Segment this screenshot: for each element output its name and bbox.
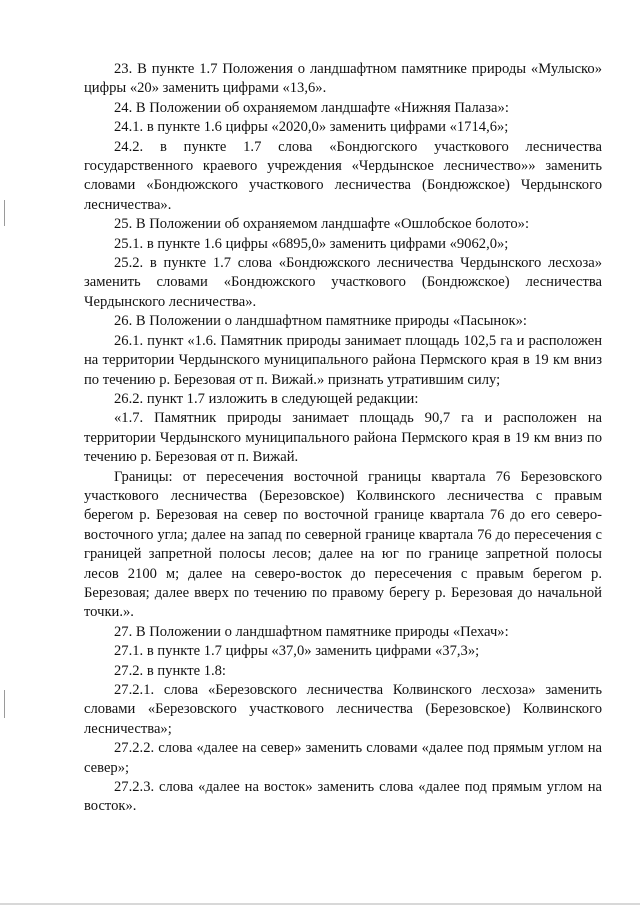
paragraph-27-2: 27.2. в пункте 1.8: — [114, 662, 226, 679]
paragraph-25-1: 25.1. в пункте 1.6 цифры «6895,0» заменить цифрами «9062,0»; — [114, 235, 509, 252]
paragraph-27-2-3: 27.2.3. слова «далее на восток» заменить слова «далее под прямым углом на восток». — [84, 779, 602, 815]
paragraph-27-2-2: 27.2.2. слова «далее на север» заменить словами «далее под прямым углом на север»; — [84, 740, 602, 776]
paragraph-26: 26. В Положении о ландшафтном памятнике природы «Пасынок»: — [114, 313, 527, 330]
paragraph-27-2-1: 27.2.1. слова «Березовского лесничества Колвинского лесхоза» заменить словами «Березовского участкового лесничества (Березовское) Колвинского лесничества»; — [84, 682, 602, 737]
paragraph-25-2: 25.2. в пункте 1.7 слова «Бондюжского лесничества Чердынского лесхоза» заменить словами «Бондюжского участкового (Бондюжское) лесничества Чердынского лесничества». — [84, 255, 602, 310]
paragraph-boundaries: Границы: от пересечения восточной границы квартала 76 Березовского участкового лесничества (Березовское) Колвинского лесничества с правым берегом р. Березовая на север по восточной границе квартала 76 до его северо-восточного угла; далее на запад по северной границе квартала 76 до пересечения с границей запретной полосы лесов; далее на юг по границе запретной полосы лесов 2100 м; далее на северо-восток до пересечения с правым берегом р. Березовая; далее вверх по течению по правому берегу р. Березовая до начальной точки.». — [84, 468, 602, 621]
paragraph-26-1: 26.1. пункт «1.6. Памятник природы занимает площадь 102,5 га и расположен на территории Чердынского муниципального района Пермского края в 19 км вниз по течению р. Березовая от п. Вижай.» признать утратившим силу; — [84, 332, 602, 388]
scan-margin-mark — [4, 690, 5, 718]
scan-margin-mark — [4, 200, 5, 226]
document-page — [84, 60, 602, 817]
paragraph-25: 25. В Положении об охраняемом ландшафте «Ошлобское болото»: — [114, 216, 530, 233]
paragraph-27: 27. В Положении о ландшафтном памятнике природы «Пехач»: — [114, 623, 509, 640]
paragraph-24-1: 24.1. в пункте 1.6 цифры «2020,0» заменить цифрами «1714,6»; — [114, 119, 509, 136]
paragraph-24: 24. В Положении об охраняемом ландшафте «Нижняя Палаза»: — [114, 99, 509, 116]
paragraph-27-1: 27.1. в пункте 1.7 цифры «37,0» заменить цифрами «37,3»; — [114, 643, 480, 660]
paragraph-23: 23. В пункте 1.7 Положения о ландшафтном памятнике природы «Мулыско» цифры «20» заменить цифрами «13,6». — [84, 61, 602, 97]
paragraph-26-2: 26.2. пункт 1.7 изложить в следующей редакции: — [114, 390, 419, 407]
paragraph-quote-1-7: «1.7. Памятник природы занимает площадь 90,7 га и расположен на территории Чердынского муниципального района Пермского края в 19 км вниз по течению р. Березовая от п. Вижай. — [84, 410, 602, 466]
paragraph-24-2: 24.2. в пункте 1.7 слова «Бондюгского участкового лесничества государственного краевого учреждения «Чердынское лесничество»» заменить словами «Бондюжского участкового лесничества (Бондюжское) Чердынского лесничества». — [84, 138, 602, 213]
